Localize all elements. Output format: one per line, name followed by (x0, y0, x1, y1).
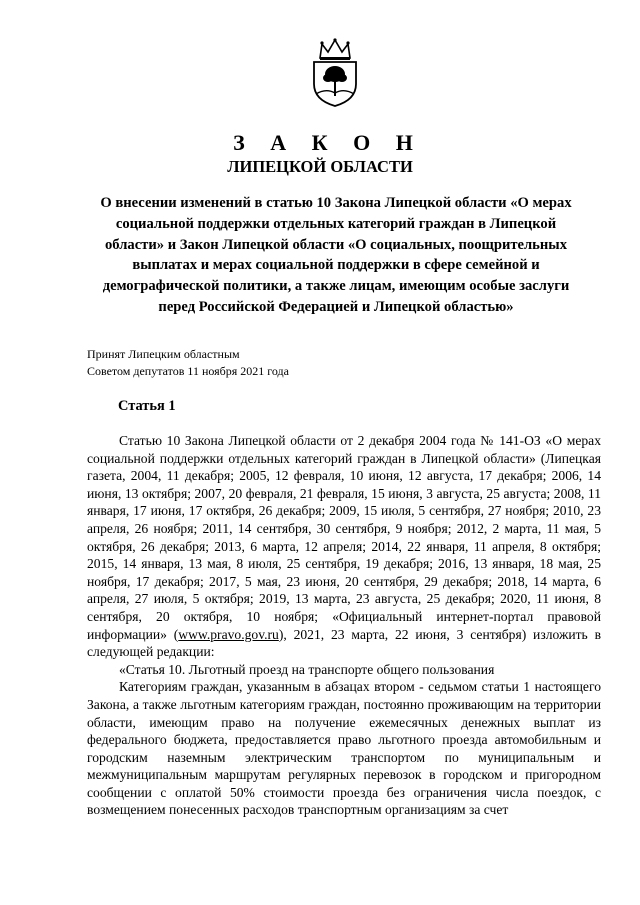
paragraph-3: Категориям граждан, указанным в абзацах втором - седьмом статьи 1 настоящего Закона, а также льготным категориям граждан, постоянно проживающим на территории области, имеющим право на получение ежемесячных денежных выплат из федерального бюджета, предоставляется право льготного проезда автомобильным и городским наземным электрическим транспортом по муниципальным и межмуниципальным маршрутам регулярных перевозок в городском и пригородном сообщении с оплатой 50% стоимости проезда без ограничения числа поездок, с возмещением понесенных расходов транспортным организациям за счет (87, 679, 601, 818)
lipetsk-coat-of-arms-icon (306, 38, 364, 108)
adoption-note-line-1: Принят Липецким областным (87, 347, 240, 361)
article-body (87, 432, 601, 819)
adoption-note-line-2: Советом депутатов 11 ноября 2021 года (87, 364, 289, 378)
article-title: Статья 1 (118, 398, 176, 414)
paragraph-2: «Статья 10. Льготный проезд на транспорте общего пользования (119, 661, 495, 677)
paragraph-1-text: Статью 10 Закона Липецкой области от 2 декабря 2004 года № 141-ОЗ «О мерах социальной поддержки отдельных категорий граждан в Липецкой области» (Липецкая газета, 2004, 11 декабря; 2005, 12 февраля, 10 июня, 12 августа, 17 декабря; 2006, 14 июня, 13 октября; 2007, 20 февраля, 21 февраля, 15 июня, 3 августа, 25 августа; 2008, 11 января, 17 июня, 17 октября, 26 декабря; 2009, 15 июля, 5 сентября, 27 ноября; 2010, 23 апреля, 26 ноября; 2011, 14 сентября, 30 сентября, 9 ноября; 2012, 2 марта, 11 мая, 5 октября, 26 декабря; 2013, 6 марта, 12 апреля; 2014, 22 января, 11 апреля, 8 октября; 2015, 14 января, 13 мая, 8 июля, 25 сентября, 19 декабря; 2016, 13 января, 18 мая, 25 ноября, 17 декабря; 2017, 5 мая, 23 июня, 20 сентября, 29 декабря; 2018, 14 марта, 6 апреля, 27 июля, 5 октября; 2019, 13 марта, 23 августа, 25 декабря; 2020, 11 июня, 8 сентября, 20 октября, 10 ноября; «Официальный интернет-портал правовой информации» ( (87, 433, 601, 642)
law-title: З А К О Н (233, 130, 423, 155)
adoption-note (87, 346, 289, 380)
paragraph-1-text-end: ), 2021, 23 марта, 22 июня, 3 сентября) изложить в следующей редакции: (87, 626, 602, 660)
paragraph-1 (87, 432, 601, 661)
region-title: ЛИПЕЦКОЙ ОБЛАСТИ (227, 157, 413, 176)
pravo-gov-link[interactable]: www.pravo.gov.ru (178, 626, 279, 642)
law-heading: О внесении изменений в статью 10 Закона Липецкой области «О мерах социальной поддержки отдельных категорий граждан в Липецкой области» и Закон Липецкой области «О социальных, поощрительных выплатах и мерах социальной поддержки в сфере семейной и демографической политики, а также лицам, имеющим особые заслуги перед Российской Федерацией и Липецкой областью» (100, 195, 572, 315)
